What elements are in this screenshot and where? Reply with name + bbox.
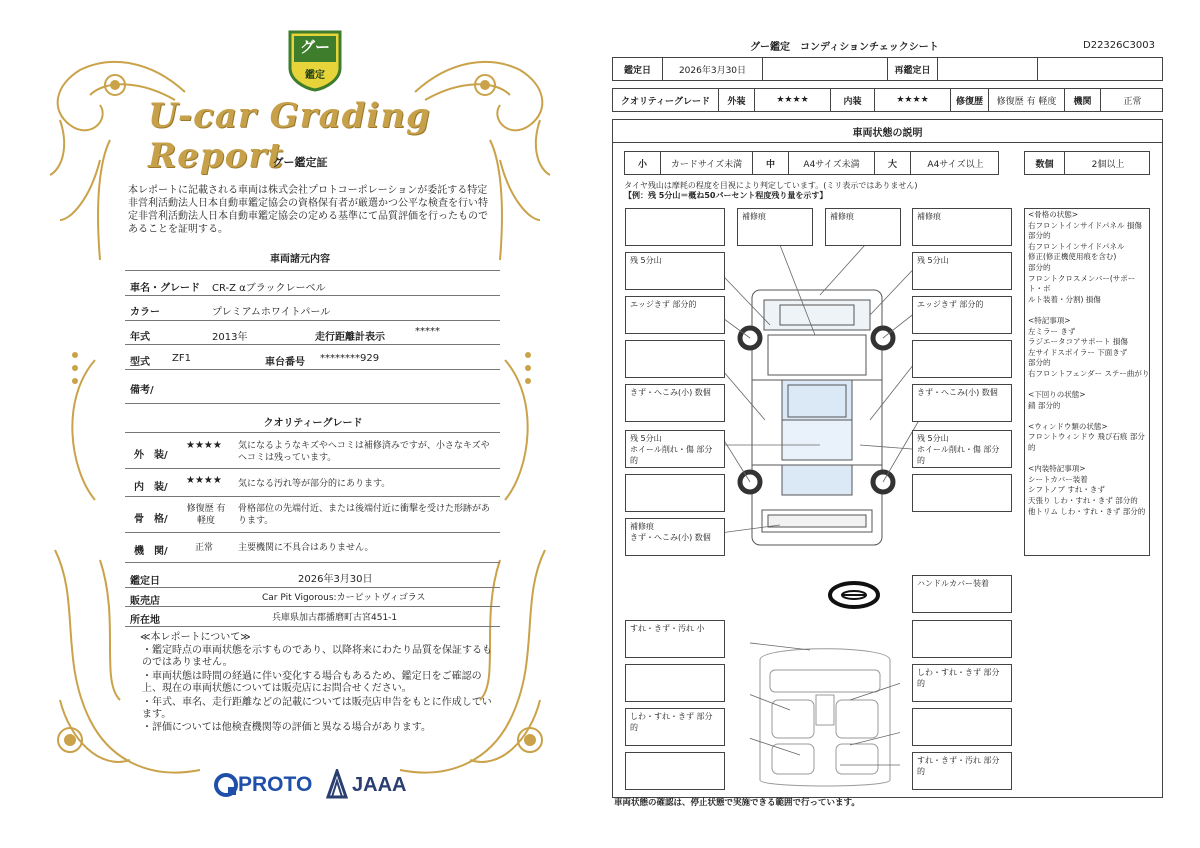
frame-label: 骨 格/ [134, 514, 168, 525]
divider [125, 432, 500, 433]
side-note-line: 左サイドスポイラー 下面きず [1028, 347, 1128, 357]
interior-note-box: すれ・きず・汚れ 部分的 [912, 752, 1012, 790]
mileage-value: ***** [415, 326, 440, 337]
reappraisal-label: 再鑑定日 [888, 58, 938, 80]
exterior-stars: ★★★★ [186, 440, 222, 451]
engine-label: 機 関/ [134, 546, 168, 557]
damage-note-box [625, 340, 725, 378]
name-value: CR-Z αブラックレーベル [212, 283, 326, 294]
quality-heading: クオリティーグレード [263, 418, 363, 429]
address-label: 所在地 [130, 615, 160, 626]
engine-label: 機関 [1065, 89, 1101, 111]
divider [125, 496, 500, 497]
side-note-line: 部分的 [1028, 231, 1051, 241]
side-note-line: 錆 部分的 [1028, 400, 1061, 410]
damage-note-box: 残 5分山 [625, 252, 725, 290]
side-note-line: ルト装着・分割) 損傷 [1028, 294, 1101, 304]
damage-note-box [912, 340, 1012, 378]
divider [125, 403, 500, 404]
reappraisal-value [938, 58, 1038, 80]
interior-desc: 気になる汚れ等が部分的にあります。 [238, 479, 391, 489]
sheet-doc-id: D22326C3003 [1083, 40, 1155, 51]
exterior-desc: 気になるようなキズやヘコミは補修済みですが、小さなキズやヘコミは残っています。 [238, 441, 490, 463]
section-title: 車両状態の説明 [612, 119, 1163, 143]
grade-label: クオリティーグレード [613, 89, 719, 111]
badge-line1: グー [299, 38, 330, 56]
divider [125, 270, 500, 271]
engine-value: 正常 [195, 543, 214, 553]
side-note-line: 天張り しわ・すれ・きず 部分的 [1028, 496, 1138, 506]
note-item: ・鑑定時点の車両状態を示すものであり、以降将来にわたり品質を保証するものではありません。 [142, 645, 492, 668]
divider [125, 369, 500, 370]
badge-line2: 鑑定 [305, 70, 325, 81]
engine-desc: 主要機関に不具合はありません。 [238, 543, 374, 553]
damage-note-box: 残 5分山 ホイール削れ・傷 部分的 [625, 430, 725, 468]
notes-heading: ≪本レポートについて≫ [140, 632, 251, 643]
side-note-line: フロントクロスメンバー(サポート・ボ [1028, 273, 1136, 294]
divider [125, 606, 500, 607]
size-mid-desc: A4サイズ未満 [789, 152, 875, 174]
appraisal-date-value: 2026年3月30日 [298, 574, 373, 585]
certificate-intro: 本レポートに記載される車両は株式会社プロトコーポレーションが委託する特定非営利活動法人日本自動車鑑定協会の資格保有者が厳選かつ公平な検査を行い特定非営利活動法人日本自動車鑑定協会の定める基準にて品質評価を行ったものであることを証明する。 [128, 185, 488, 235]
proto-logo-icon [214, 773, 238, 797]
date-label: 鑑定日 [613, 58, 663, 80]
divider [125, 587, 500, 588]
interior-stars: ★★★★ [186, 475, 222, 486]
side-note-line: 右フロントインサイドパネル [1028, 241, 1125, 251]
footer-note: 車両状態の確認は、停止状態で実施できる範囲で行っています。 [614, 798, 860, 808]
engine-value: 正常 [1123, 96, 1142, 107]
size-large-label: 大 [875, 152, 911, 174]
jaaa-logo-icon [326, 769, 348, 799]
repair-value: 修復歴 有 軽度 [989, 89, 1065, 111]
jaaa-logo-text: JAAA [352, 774, 407, 796]
side-note-line: <内装特記事項> [1028, 464, 1086, 474]
damage-note-box: きず・へこみ(小) 数個 [912, 384, 1012, 422]
tire-example: 【例：残 5分山＝概ね50パーセント程度残り量を示す】 [624, 191, 828, 200]
damage-note-box: 補修痕 [825, 208, 901, 246]
interior-note-box: すれ・きず・汚れ 小 [625, 620, 725, 658]
tire-note: タイヤ残山は摩耗の程度を目視により判定しています。(ミリ表示ではありません) [624, 181, 918, 190]
date-row [612, 57, 1163, 81]
certificate-title: グー鑑定証 [272, 156, 328, 169]
divider [125, 295, 500, 296]
steering-wheel-icon [827, 580, 881, 610]
dealer-value: Car Pit Vigorous:カーピットヴィゴラス [262, 593, 426, 603]
note-item: ・年式、車名、走行距離などの記載については販売店申告をもとに作成しています。 [142, 697, 492, 720]
divider [125, 562, 500, 563]
size-small-desc: カードサイズ未満 [661, 152, 753, 174]
side-note-line: 右フロントインサイドパネル 損傷 [1028, 220, 1142, 230]
side-note-line: 他トリム しわ・すれ・きず 部分的 [1028, 506, 1146, 516]
frame-value: 修復歴 有 軽度 [186, 504, 226, 526]
chassis-value: ********929 [320, 353, 380, 364]
model-label: 型式 [130, 357, 150, 368]
damage-note-box [625, 208, 725, 246]
count-legend [1024, 151, 1150, 175]
damage-note-box: 補修痕 [737, 208, 813, 246]
damage-note-box: 補修痕 [912, 208, 1012, 246]
year-label: 年式 [130, 332, 150, 343]
remarks-label: 備考/ [130, 385, 154, 396]
side-note-line: ラジエータコアサポート 損傷 [1028, 337, 1128, 347]
frame-desc: 骨格部位の先端付近、または後端付近に衝撃を受けた形跡があります。 [238, 504, 491, 526]
condition-check-sheet [600, 0, 1200, 848]
interior-note-box [912, 620, 1012, 658]
side-note-line: <骨格の状態> [1028, 210, 1079, 219]
chassis-label: 車台番号 [265, 357, 305, 368]
interior-label: 内 装/ [134, 482, 168, 493]
color-label: カラー [130, 307, 160, 318]
grade-row [612, 88, 1163, 112]
appraisal-date-label: 鑑定日 [130, 576, 160, 587]
car-interior-diagram [750, 640, 900, 790]
side-note-line: <特記事項> [1028, 315, 1071, 325]
side-note-line: 部分的 [1028, 358, 1051, 368]
name-label: 車名・グレード [130, 283, 200, 294]
side-note-line: <下回りの状態> [1028, 390, 1086, 400]
mileage-label: 走行距離計表示 [315, 332, 385, 343]
side-notes [1028, 210, 1150, 517]
side-note-line: シフトノブ すれ・きず [1028, 485, 1105, 495]
interior-note-box [625, 752, 725, 790]
size-large-desc: A4サイズ以上 [927, 159, 984, 170]
divider [125, 532, 500, 533]
count-label: 数個 [1025, 152, 1065, 174]
damage-note-box: 残 5分山 [912, 252, 1012, 290]
date-empty-cell [763, 58, 888, 80]
int-value: ★★★★ [875, 89, 951, 111]
damage-note-box [625, 474, 725, 512]
damage-note-box: 残 5分山 ホイール削れ・傷 部分的 [912, 430, 1012, 468]
interior-note-box: しわ・すれ・きず 部分的 [912, 664, 1012, 702]
interior-note-box [912, 708, 1012, 746]
interior-note-box [625, 664, 725, 702]
count-desc: 2個以上 [1091, 159, 1125, 170]
ext-label: 外装 [719, 89, 755, 111]
side-note-line: 左ミラー きず [1028, 326, 1076, 336]
size-small-label: 小 [625, 152, 661, 174]
side-note-line: フロントウィンドウ 飛び石痕 部分的 [1028, 432, 1145, 453]
date-value: 2026年3月30日 [663, 58, 763, 80]
side-note-line: 修正(修正機使用痕を含む) [1028, 252, 1117, 262]
interior-note-box: ハンドルカバー装着 [912, 575, 1012, 613]
side-note-line: 右フロントフェンダー ステー曲がり [1028, 368, 1150, 378]
divider [125, 626, 500, 627]
size-mid-label: 中 [753, 152, 789, 174]
color-value: プレミアムホワイトパール [212, 307, 331, 318]
damage-note-box: きず・へこみ(小) 数個 [625, 384, 725, 422]
proto-logo-text: PROTO [238, 773, 313, 796]
damage-note-box: エッジきず 部分的 [912, 296, 1012, 334]
int-label: 内装 [831, 89, 875, 111]
sheet-title: グー鑑定 コンディションチェックシート [750, 42, 939, 53]
damage-note-box [912, 474, 1012, 512]
report-title: U-car Grading Report [148, 96, 431, 176]
exterior-label: 外 装/ [134, 450, 168, 461]
side-note-line [1028, 411, 1150, 422]
note-item: ・車両状態は時間の経過に伴い変化する場合もあるため、鑑定日をご確認の上、現在の車両状態については販売店にお問合せください。 [142, 671, 482, 694]
dealer-label: 販売店 [130, 596, 160, 607]
year-value: 2013年 [212, 332, 248, 343]
size-legend [624, 151, 999, 175]
note-item: ・評価については他検査機関等の評価と異なる場合があります。 [142, 722, 431, 733]
side-note-line [1028, 305, 1150, 316]
model-value: ZF1 [172, 353, 191, 364]
divider [125, 344, 500, 345]
spec-heading: 車両諸元内容 [270, 254, 330, 265]
repair-label: 修復歴 [951, 89, 989, 111]
side-note-line: シートカバー装着 [1028, 474, 1088, 484]
side-note-line [1028, 380, 1150, 391]
ext-value: ★★★★ [755, 89, 831, 111]
damage-note-box: エッジきず 部分的 [625, 296, 725, 334]
interior-note-box: しわ・すれ・きず 部分的 [625, 708, 725, 746]
damage-note-box: 補修痕 きず・へこみ(小) 数個 [625, 518, 725, 556]
side-note-line: 部分的 [1028, 262, 1051, 272]
side-note-line: <ウィンドウ類の状態> [1028, 421, 1108, 431]
address-value: 兵庫県加古郡播磨町古宮451-1 [272, 613, 398, 623]
side-note-line [1028, 454, 1150, 465]
divider [125, 468, 500, 469]
divider [125, 320, 500, 321]
